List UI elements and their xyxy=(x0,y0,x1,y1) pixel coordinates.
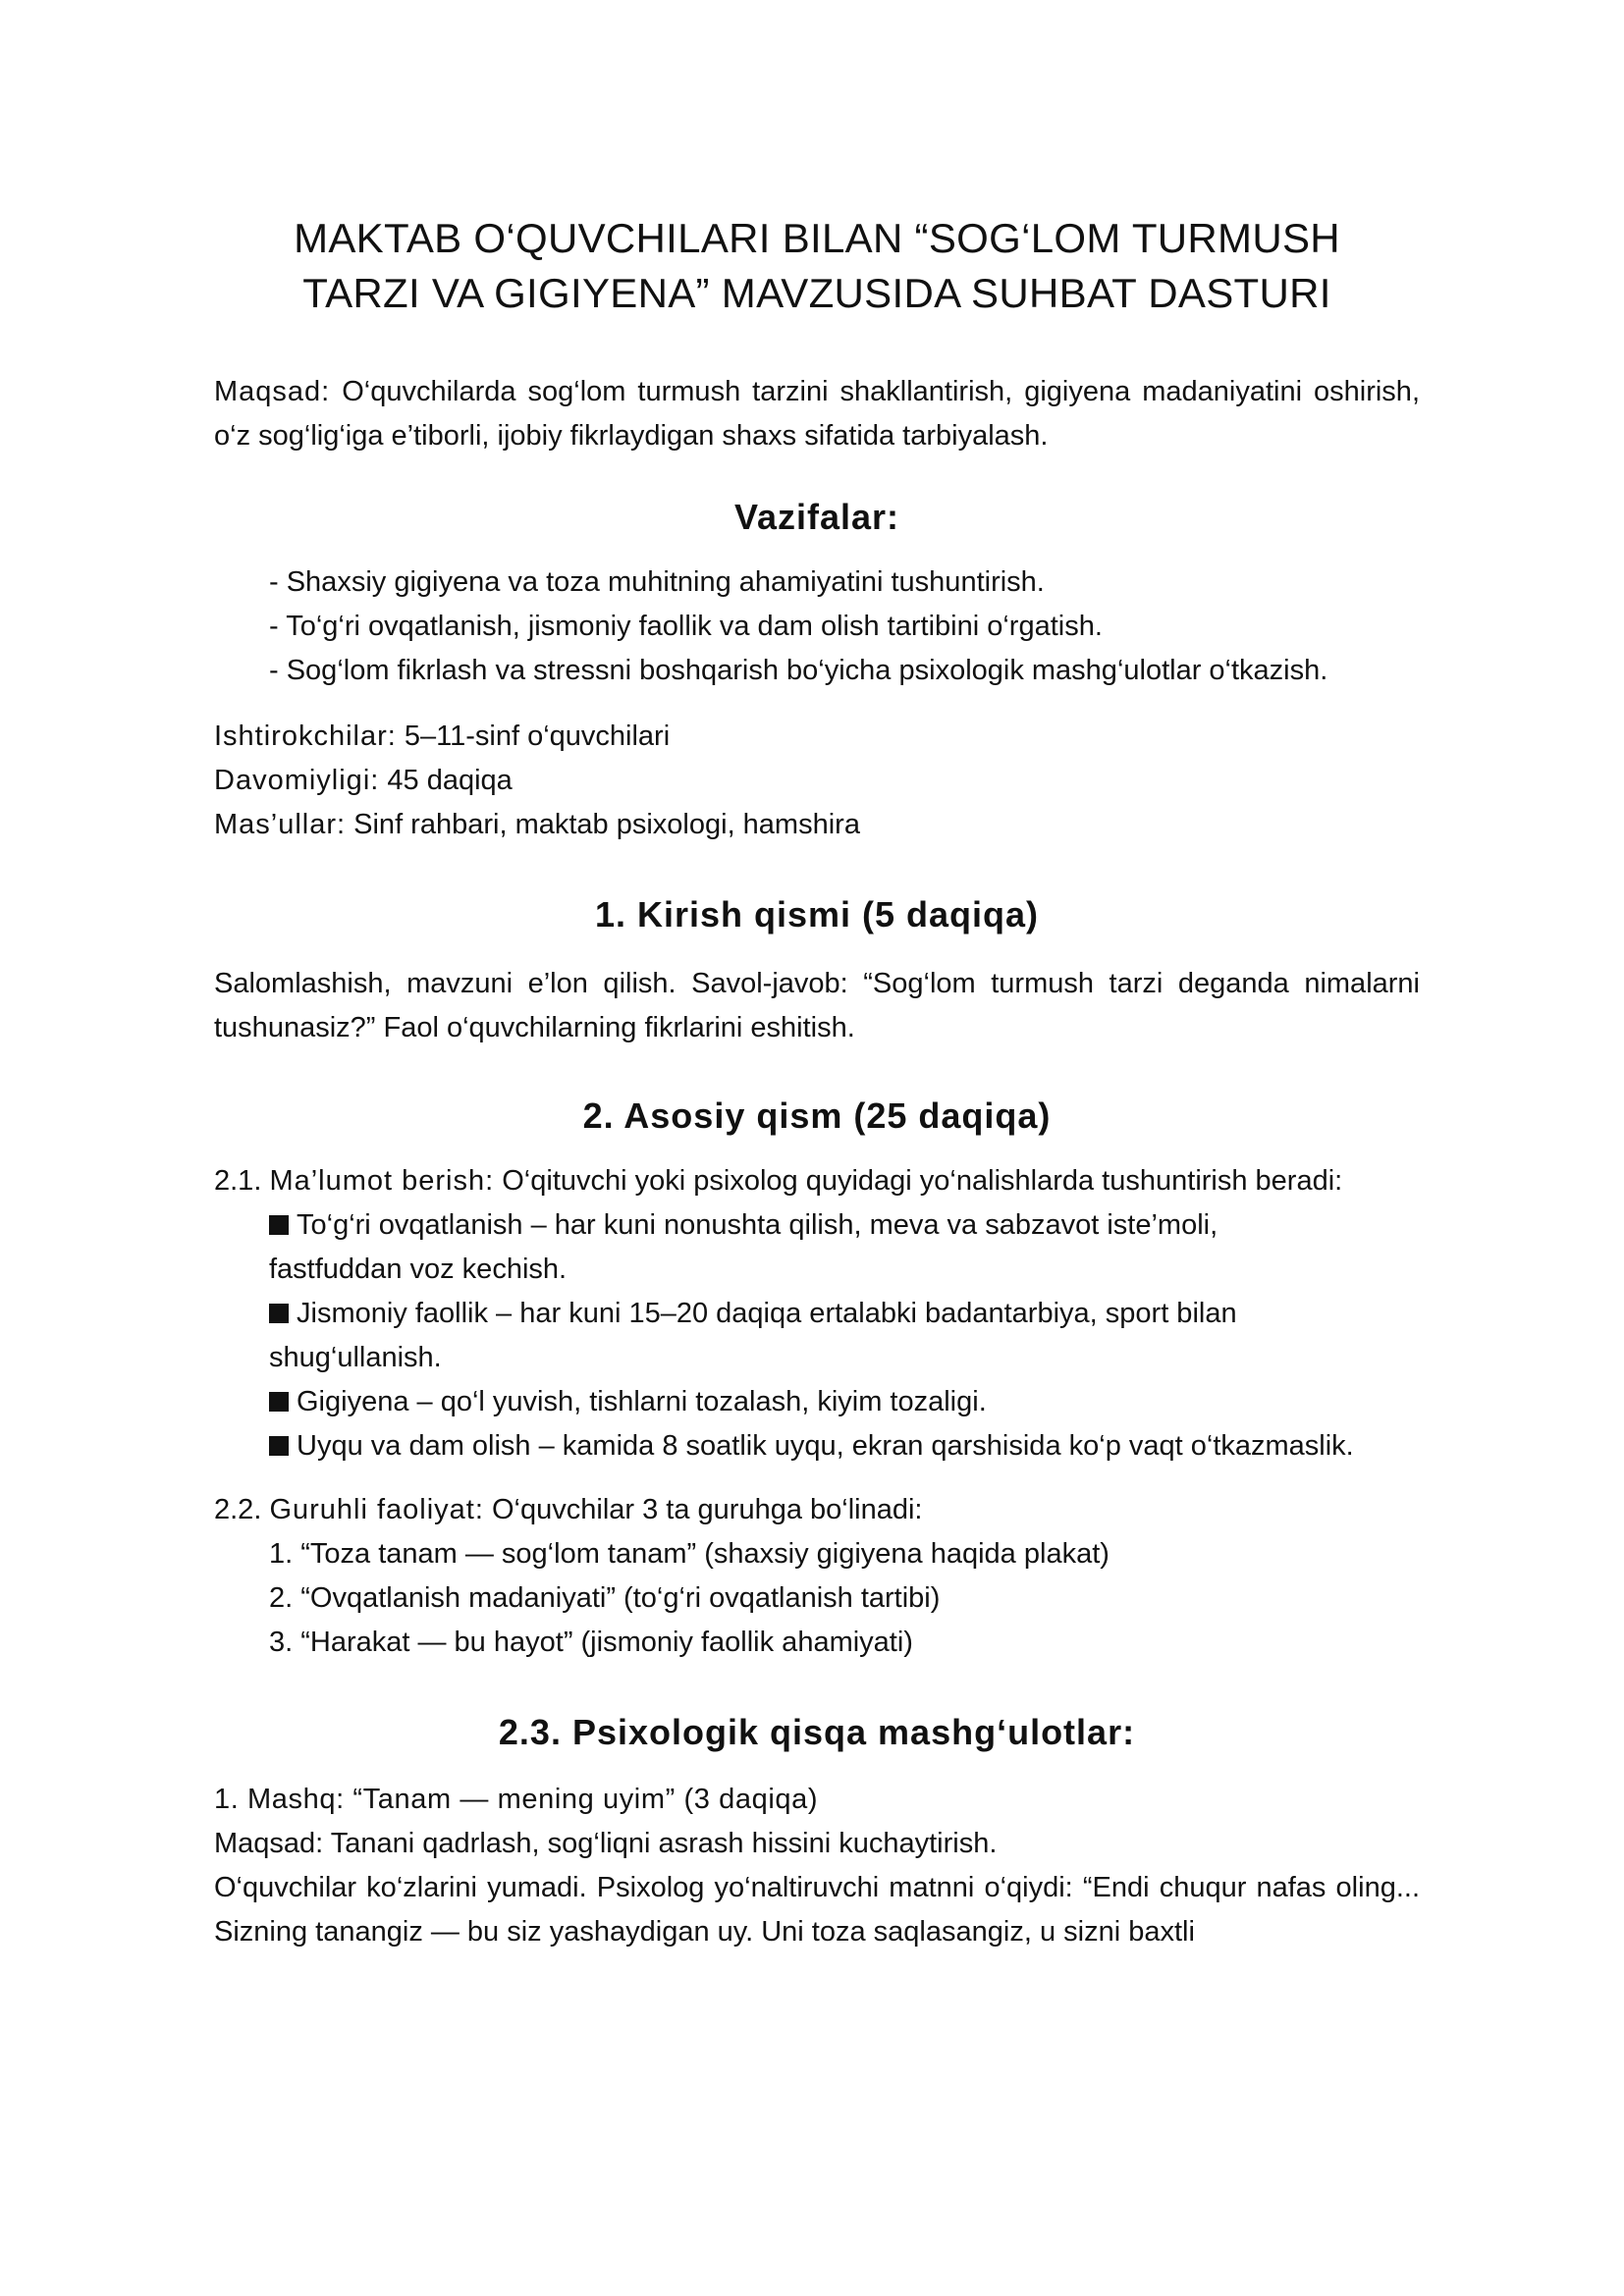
square-bullet-icon xyxy=(269,1304,289,1323)
section3-heading: 2.3. Psixologik qisqa mashg‘ulotlar: xyxy=(498,1712,1136,1752)
group-label: Guruhli faoliyat: xyxy=(269,1494,484,1525)
square-bullet-icon xyxy=(269,1436,289,1456)
group-text: O‘quvchilar 3 ta guruhga bo‘linadi: xyxy=(483,1494,923,1525)
task-item: - To‘g‘ri ovqatlanish, jismoniy faollik va dam olish tartibini o‘rgatish. xyxy=(269,611,1103,642)
group-item: 2. “Ovqatlanish madaniyati” (to‘g‘ri ovqatlanish tartibi) xyxy=(269,1582,941,1614)
bullet-item xyxy=(214,1424,1420,1468)
info-intro-line xyxy=(214,1159,1420,1203)
responsible-value: Sinf rahbari, maktab psixologi, hamshira xyxy=(346,809,860,840)
exercise-title: 1. Mashq: “Tanam — mening uyim” (3 daqiqa) xyxy=(214,1784,819,1815)
section1-text: Salomlashish, mavzuni e’lon qilish. Savol-javob: “Sog‘lom turmush tarzi deganda nimalarni tushunasiz?” Faol o‘quvchilarning fikrlarini eshitish. xyxy=(214,968,1420,1043)
group-item: 3. “Harakat — bu hayot” (jismoniy faollik ahamiyati) xyxy=(269,1627,913,1658)
title-line-2: TARZI VA GIGIYENA” MAVZUSIDA SUHBAT DASTURI xyxy=(302,270,1331,316)
task-item: - Shaxsiy gigiyena va toza muhitning ahamiyatini tushuntirish. xyxy=(269,566,1045,598)
info-text: O‘qituvchi yoki psixolog quyidagi yo‘nalishlarda tushuntirish beradi: xyxy=(494,1165,1343,1197)
info-label: Ma’lumot berish: xyxy=(269,1165,495,1197)
task-item: - Sog‘lom fikrlash va stressni boshqarish bo‘yicha psixologik mashg‘ulotlar o‘tkazish. xyxy=(269,655,1328,686)
bullet-text: To‘g‘ri ovqatlanish – har kuni nonushta qilish, meva va sabzavot iste’moli, xyxy=(297,1209,1218,1241)
goal-text: O‘quvchilarda sog‘lom turmush tarzini shakllantirish, gigiyena madaniyatini oshirish, o‘z sog‘lig‘iga e’tiborli, ijobiy fikrlaydigan shaxs sifatida tarbiyalash. xyxy=(214,376,1420,452)
bullet-continuation: fastfuddan voz kechish. xyxy=(269,1254,568,1285)
group-item: 1. “Toza tanam — sog‘lom tanam” (shaxsiy gigiyena haqida plakat) xyxy=(269,1538,1110,1570)
section1-heading: 1. Kirish qismi (5 daqiqa) xyxy=(594,894,1040,934)
participants-line xyxy=(214,715,1420,759)
document-page xyxy=(214,211,1420,1954)
square-bullet-icon xyxy=(269,1392,289,1412)
bullet-item xyxy=(214,1380,1420,1424)
bullet-text: Jismoniy faollik – har kuni 15–20 daqiqa ertalabki badantarbiya, sport bilan xyxy=(297,1298,1237,1329)
bullet-continuation: shug‘ullanish. xyxy=(269,1342,442,1373)
group-list xyxy=(214,1532,1420,1665)
title-line-1: MAKTAB O‘QUVCHILARI BILAN “SOG‘LOM TURMUSH xyxy=(294,215,1340,261)
tasks-heading: Vazifalar: xyxy=(733,497,900,537)
group-intro-line xyxy=(214,1488,1420,1532)
exercise-text: O‘quvchilar ko‘zlarini yumadi. Psixolog yo‘naltiruvchi matnni o‘qiydi: “Endi chuqur nafas oling... Sizning tanangiz — bu siz yashaydigan uy. Uni toza saqlasangiz, u sizni baxtli xyxy=(214,1872,1420,1948)
square-bullet-icon xyxy=(269,1215,289,1235)
group-prefix: 2.2. xyxy=(214,1494,262,1525)
bullet-text: Gigiyena – qo‘l yuvish, tishlarni tozalash, kiyim tozaligi. xyxy=(297,1386,987,1417)
participants-value: 5–11-sinf o‘quvchilari xyxy=(396,721,671,752)
info-block xyxy=(214,715,1420,847)
duration-label: Davomiyligi: xyxy=(214,765,380,796)
bullet-item xyxy=(214,1203,1420,1248)
info-prefix: 2.1. xyxy=(214,1165,262,1197)
bullet-text: Uyqu va dam olish – kamida 8 soatlik uyqu, ekran qarshisida ko‘p vaqt o‘tkazmaslik. xyxy=(297,1430,1354,1462)
goal-paragraph xyxy=(214,370,1420,458)
exercise-goal: Maqsad: Tanani qadrlash, sog‘liqni asrash hissini kuchaytirish. xyxy=(214,1828,998,1859)
tasks-list xyxy=(214,561,1420,693)
responsible-label: Mas’ullar: xyxy=(214,809,347,840)
info-bullets xyxy=(214,1203,1420,1468)
bullet-item xyxy=(214,1292,1420,1336)
goal-label: Maqsad: xyxy=(214,376,331,407)
participants-label: Ishtirokchilar: xyxy=(214,721,397,752)
duration-line xyxy=(214,759,1420,803)
document-title xyxy=(214,211,1420,321)
section2-heading: 2. Asosiy qism (25 daqiqa) xyxy=(582,1095,1052,1136)
responsible-line xyxy=(214,803,1420,847)
duration-value: 45 daqiqa xyxy=(379,765,513,796)
